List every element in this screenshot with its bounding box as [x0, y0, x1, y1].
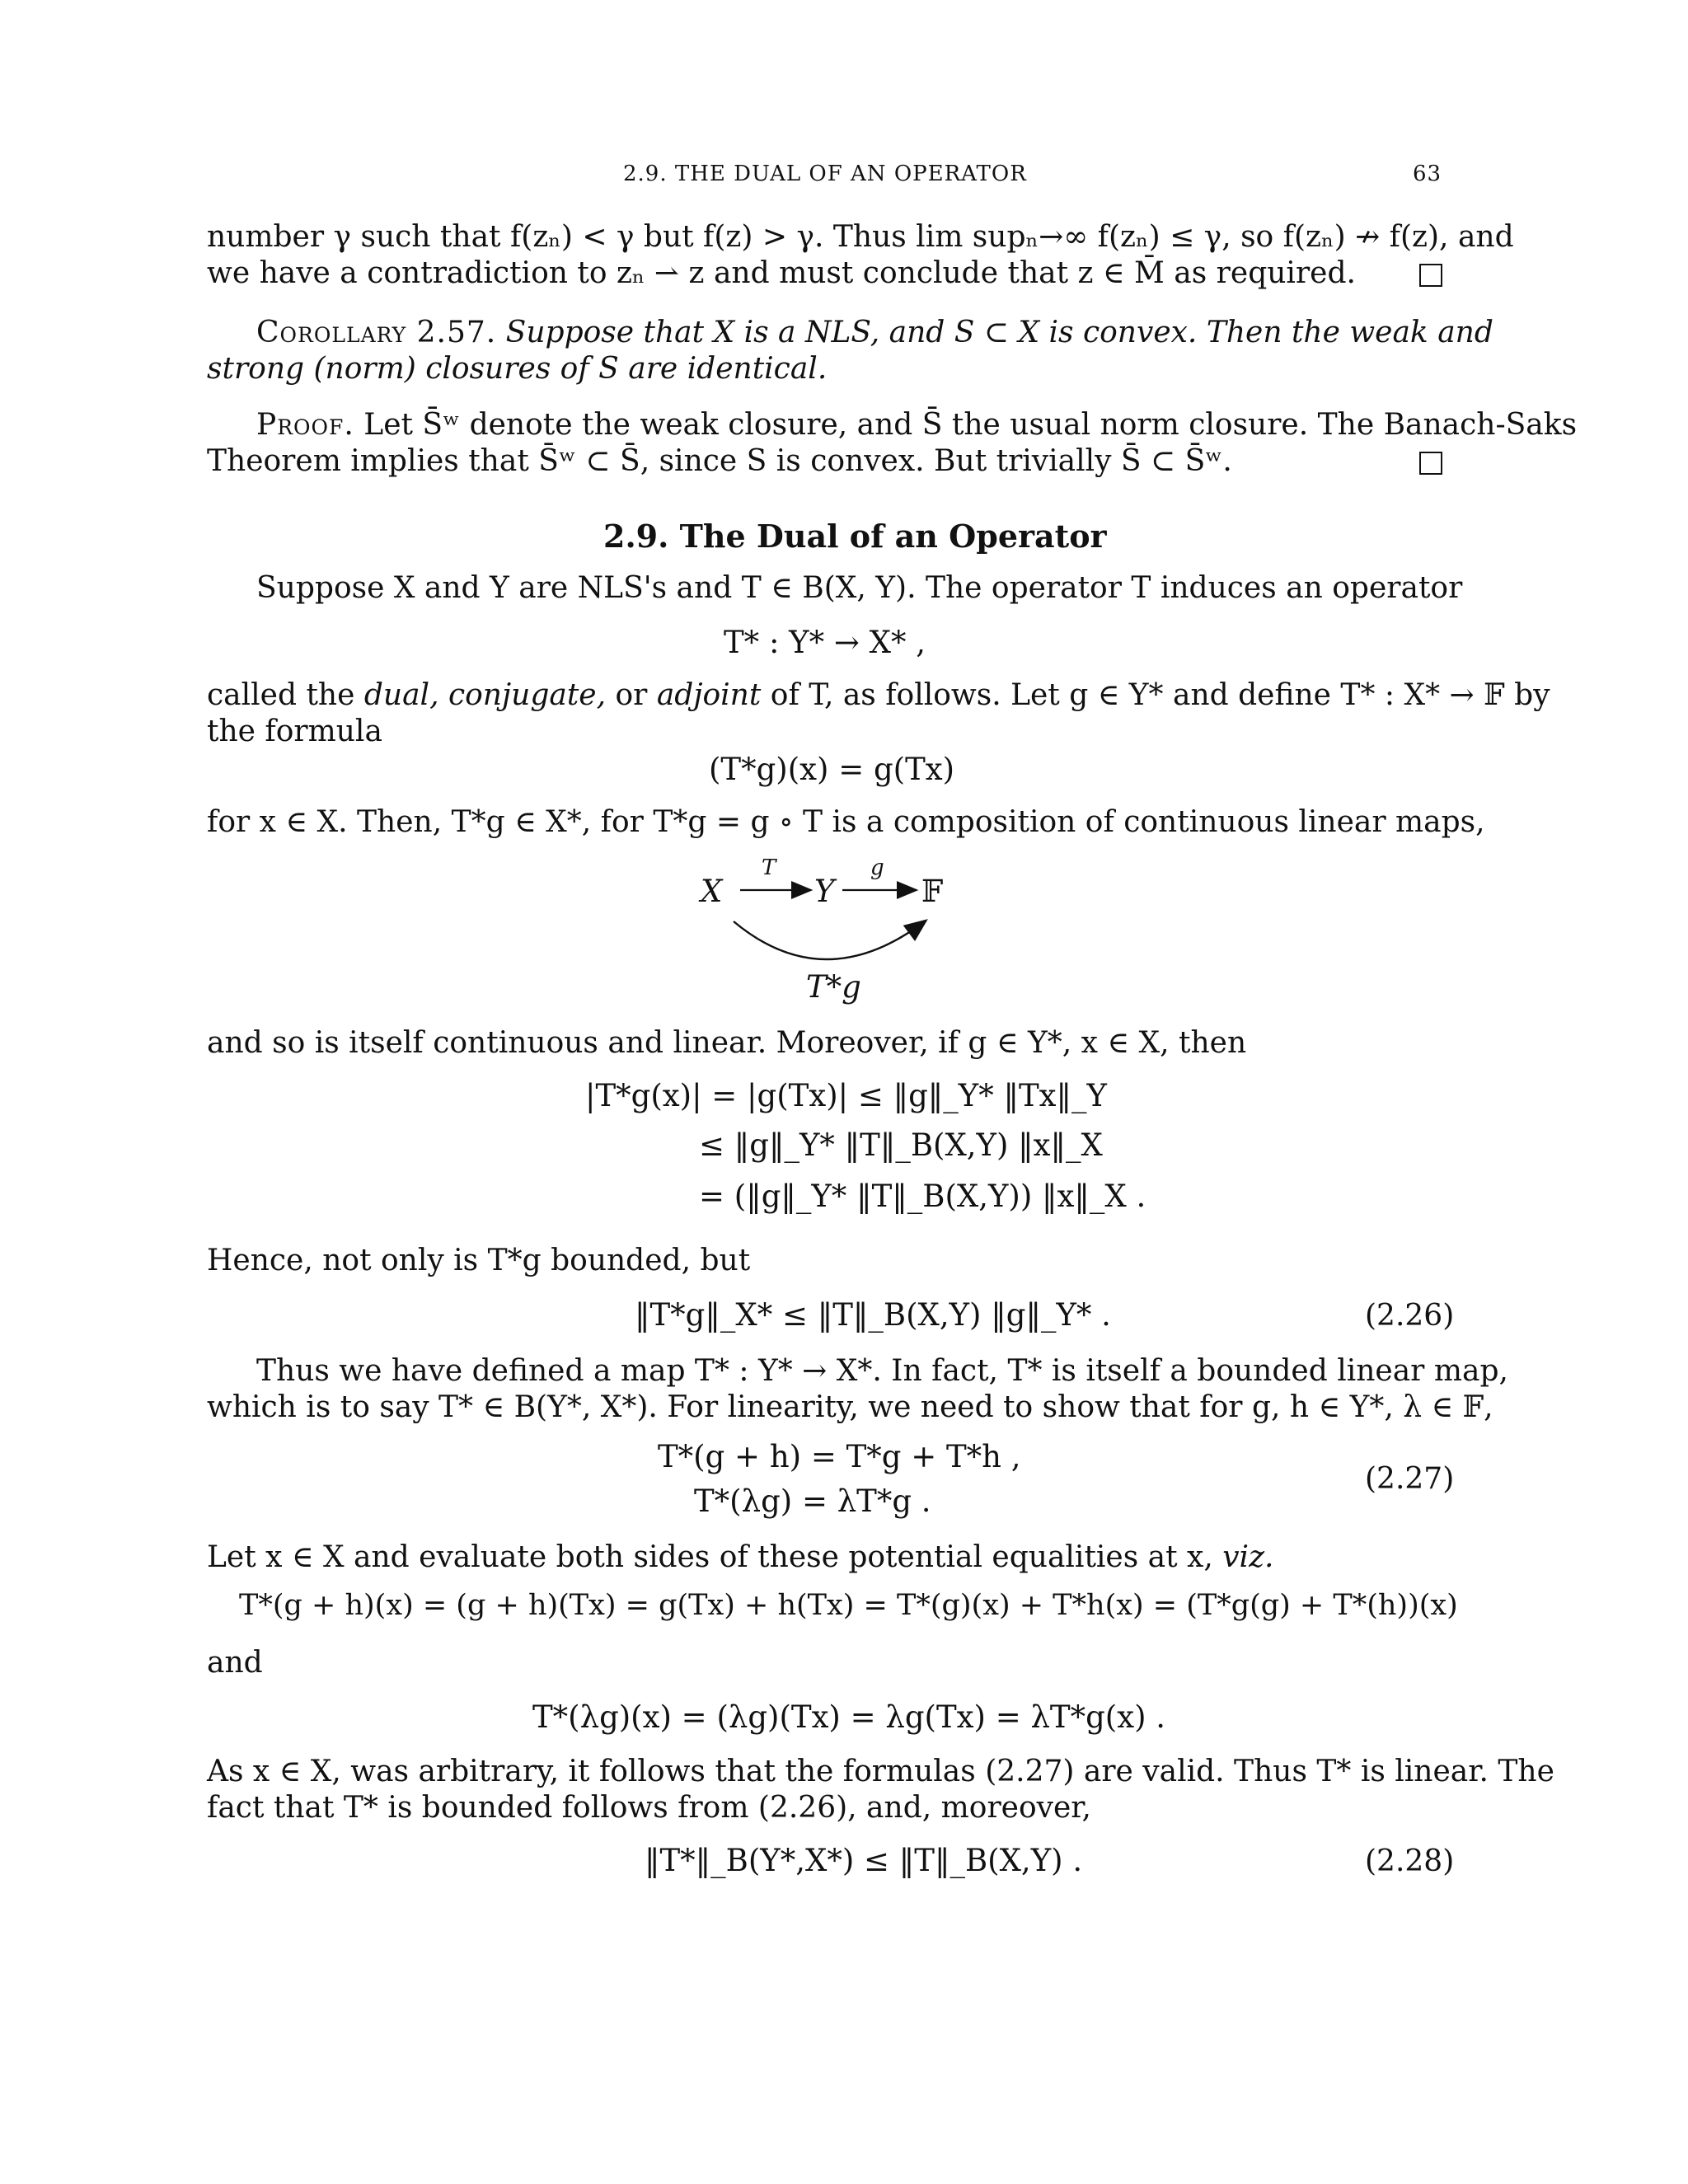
paragraph-line: and so is itself continuous and linear. Moreover, if g ∈ Y*, x ∈ X, then: [207, 1026, 1247, 1060]
proof-line: Theorem implies that S̄ʷ ⊂ S̄, since S is convex. But trivially S̄ ⊂ S̄ʷ.: [207, 444, 1232, 478]
emphasis: viz.: [1222, 1540, 1274, 1574]
equation-lambda: T*(λg)(x) = (λg)(Tx) = λg(Tx) = λT*g(x) .: [532, 1699, 1166, 1735]
text-run: called the: [207, 678, 364, 712]
text-run: Let x ∈ X and evaluate both sides of these potential equalities at x,: [207, 1540, 1223, 1574]
text-run: or: [606, 678, 657, 712]
paragraph-line: [207, 1540, 1273, 1576]
page-number: 63: [1413, 162, 1442, 186]
inequality-line-3: = (‖g‖_Y* ‖T‖_B(X,Y)) ‖x‖_X .: [699, 1179, 1146, 1214]
diagram-node-y: Y: [814, 874, 835, 909]
paragraph-line: Hence, not only is T*g bounded, but: [207, 1244, 751, 1277]
running-title: 2.9. THE DUAL OF AN OPERATOR: [623, 162, 1027, 186]
paragraph-line: which is to say T* ∈ B(Y*, X*). For linearity, we need to show that for g, h ∈ Y*, λ ∈ 𝔽,: [207, 1390, 1493, 1424]
paragraph-line: for x ∈ X. Then, T*g ∈ X*, for T*g = g ∘ T is a composition of continuous linear maps,: [207, 805, 1485, 839]
equation-number: (2.26): [1365, 1299, 1455, 1333]
diagram-node-x: X: [701, 874, 723, 909]
corollary-label: Corollary 2.57.: [256, 316, 497, 349]
equation-2-26: ‖T*g‖_X* ≤ ‖T‖_B(X,Y) ‖g‖_Y* .: [635, 1297, 1111, 1333]
equation-long: T*(g + h)(x) = (g + h)(Tx) = g(Tx) + h(Tx) = T*(g)(x) + T*h(x) = (T*g(g) + T*(h))(x): [239, 1589, 1458, 1622]
diagram-arrow-label-t: T: [762, 855, 776, 880]
inequality-line-2: ≤ ‖g‖_Y* ‖T‖_B(X,Y) ‖x‖_X: [699, 1127, 1103, 1163]
diagram-curve-label: T*g: [806, 969, 861, 1005]
diagram-node-f: 𝔽: [921, 874, 944, 909]
paragraph-line: Thus we have defined a map T* : Y* → X*. In fact, T* is itself a bounded linear map,: [256, 1354, 1508, 1388]
paragraph-line: we have a contradiction to zₙ ⇀ z and must conclude that z ∈ M̄ as required.: [207, 256, 1356, 290]
paragraph-line: As x ∈ X, was arbitrary, it follows that the formulas (2.27) are valid. Thus T* is linear. The: [207, 1755, 1554, 1788]
proof-label: Proof.: [256, 408, 354, 442]
corollary-line: strong (norm) closures of S are identical.: [207, 352, 828, 386]
section-title: 2.9. The Dual of an Operator: [603, 518, 1107, 555]
equation-2-27a: T*(g + h) = T*g + T*h ,: [658, 1439, 1021, 1474]
paragraph-line: and: [207, 1646, 263, 1680]
equation: (T*g)(x) = g(Tx): [709, 752, 955, 787]
equation-number: (2.28): [1365, 1844, 1455, 1878]
inequality-line-1: |T*g(x)| = |g(Tx)| ≤ ‖g‖_Y* ‖Tx‖_Y: [585, 1078, 1107, 1113]
equation-number: (2.27): [1365, 1462, 1455, 1496]
equation-2-27b: T*(λg) = λT*g .: [694, 1483, 931, 1519]
arrow-composite: [734, 921, 925, 959]
diagram-arrow-label-g: g: [870, 855, 884, 880]
equation: T* : Y* → X* ,: [724, 625, 926, 660]
text-run: of T, as follows. Let g ∈ Y* and define T* : X* → 𝔽 by: [761, 678, 1550, 712]
proof-text: Let S̄ʷ denote the weak closure, and S̄ the usual norm closure. The Banach-Saks: [363, 408, 1578, 442]
paragraph-line: Suppose X and Y are NLS's and T ∈ B(X, Y). The operator T induces an operator: [256, 571, 1463, 605]
paragraph-line: number γ such that f(zₙ) < γ but f(z) > γ. Thus lim supₙ→∞ f(zₙ) ≤ γ, so f(zₙ) ↛ f(z), and: [207, 220, 1514, 254]
equation-2-28: ‖T*‖_B(Y*,X*) ≤ ‖T‖_B(X,Y) .: [645, 1843, 1083, 1878]
emphasis: adjoint: [656, 678, 762, 712]
paragraph-line: the formula: [207, 715, 382, 748]
corollary-text: Suppose that X is a NLS, and S ⊂ X is convex. Then the weak and: [505, 316, 1493, 349]
paragraph-line: fact that T* is bounded follows from (2.26), and, moreover,: [207, 1791, 1091, 1825]
emphasis: dual, conjugate,: [363, 678, 607, 712]
